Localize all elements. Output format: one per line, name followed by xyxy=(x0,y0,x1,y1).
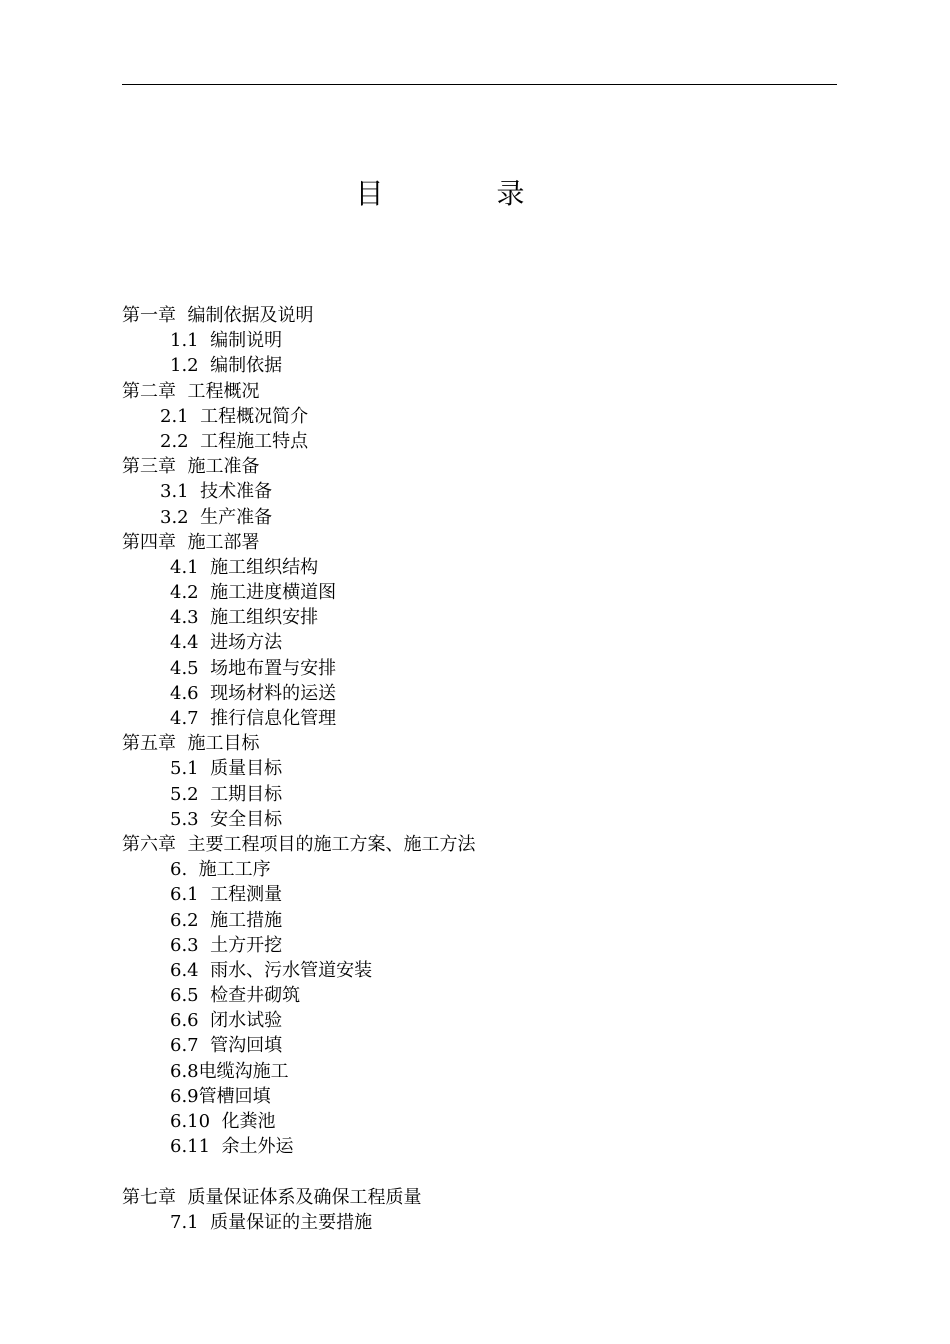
toc-section[interactable]: 4.4 进场方法 xyxy=(170,632,283,654)
toc-section[interactable]: 4.3 施工组织安排 xyxy=(170,607,319,629)
toc-section[interactable]: 5.3 安全目标 xyxy=(170,808,283,830)
toc-section[interactable]: 6.9管槽回填 xyxy=(170,1085,271,1107)
toc-section[interactable]: 5.1 质量目标 xyxy=(170,758,283,780)
toc-section[interactable]: 6.1 工程测量 xyxy=(170,884,283,906)
toc-section[interactable]: 6. 施工工序 xyxy=(170,859,271,881)
header-rule xyxy=(122,84,837,85)
toc-chapter[interactable]: 第二章 工程概况 xyxy=(122,380,260,402)
toc-spacer xyxy=(122,1159,837,1184)
page-title: 目 录 xyxy=(355,177,577,210)
toc-chapter[interactable]: 第三章 施工准备 xyxy=(122,456,260,478)
toc-section[interactable]: 6.2 施工措施 xyxy=(170,909,283,931)
toc-chapter[interactable]: 第一章 编制依据及说明 xyxy=(122,305,314,326)
toc-section[interactable]: 4.1 施工组织结构 xyxy=(170,556,319,578)
toc-section[interactable]: 4.5 场地布置与安排 xyxy=(170,657,337,679)
toc-section[interactable]: 4.6 现场材料的运送 xyxy=(170,682,337,704)
toc-section[interactable]: 4.7 推行信息化管理 xyxy=(170,708,337,729)
toc-section[interactable]: 1.1 编制说明 xyxy=(170,330,283,352)
toc-chapter[interactable]: 第四章 施工部署 xyxy=(122,531,260,553)
toc-section[interactable]: 4.2 施工进度横道图 xyxy=(170,582,337,604)
toc-section[interactable]: 6.4 雨水、污水管道安装 xyxy=(170,959,373,981)
toc-chapter[interactable]: 第七章 质量保证体系及确保工程质量 xyxy=(122,1186,422,1208)
toc-section[interactable]: 2.1 工程概况简介 xyxy=(160,405,309,427)
toc-section[interactable]: 3.2 生产准备 xyxy=(160,506,273,528)
toc-section[interactable]: 3.1 技术准备 xyxy=(160,481,273,503)
toc-section[interactable]: 5.2 工期目标 xyxy=(170,783,283,805)
toc-section[interactable]: 7.1 质量保证的主要措施 xyxy=(170,1211,373,1233)
toc-section[interactable]: 6.7 管沟回填 xyxy=(170,1035,283,1057)
toc-section[interactable]: 6.10 化粪池 xyxy=(170,1111,276,1132)
toc-section[interactable]: 1.2 编制依据 xyxy=(170,355,283,377)
toc-section[interactable]: 6.6 闭水试验 xyxy=(170,1010,283,1032)
toc-section[interactable]: 6.11 余土外运 xyxy=(170,1136,294,1158)
toc-chapter[interactable]: 第六章 主要工程项目的施工方案、施工方法 xyxy=(122,833,476,855)
table-of-contents xyxy=(122,303,837,1235)
toc-section[interactable]: 6.8电缆沟施工 xyxy=(170,1060,289,1082)
toc-section[interactable]: 2.2 工程施工特点 xyxy=(160,430,309,452)
toc-chapter[interactable]: 第五章 施工目标 xyxy=(122,733,260,755)
toc-section[interactable]: 6.5 检查井砌筑 xyxy=(170,985,301,1007)
toc-section[interactable]: 6.3 土方开挖 xyxy=(170,934,283,956)
